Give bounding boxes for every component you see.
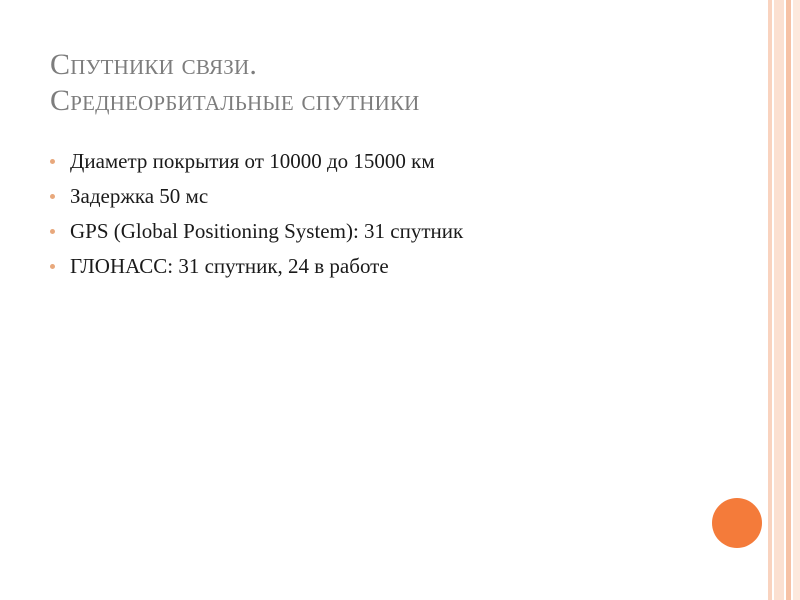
slide-title	[50, 47, 750, 119]
bullet-dot-icon	[50, 159, 55, 164]
bullet-text: Задержка 50 мс	[70, 184, 209, 208]
bullet-dot-icon	[50, 229, 55, 234]
decorative-stripe	[786, 0, 791, 600]
bullet-text: Диаметр покрытия от 10000 до 15000 км	[70, 149, 435, 173]
bullet-text: ГЛОНАСС: 31 спутник, 24 в работе	[70, 254, 389, 278]
bullet-dot-icon	[50, 194, 55, 199]
decorative-circle-icon	[712, 498, 762, 548]
slide-title-line-1: Спутники связи.	[50, 48, 258, 81]
bullet-item	[48, 251, 463, 286]
bullet-text: GPS (Global Positioning System): 31 спутник	[70, 219, 464, 243]
bullet-dot-icon	[50, 264, 55, 269]
decorative-stripe	[793, 0, 800, 600]
bullet-list	[48, 146, 463, 286]
slide-title-line-2: Среднеорбитальные спутники	[50, 84, 420, 117]
decorative-stripe	[774, 0, 784, 600]
bullet-item	[48, 146, 463, 181]
decorative-stripe	[768, 0, 772, 600]
bullet-item	[48, 216, 463, 251]
bullet-item	[48, 181, 463, 216]
